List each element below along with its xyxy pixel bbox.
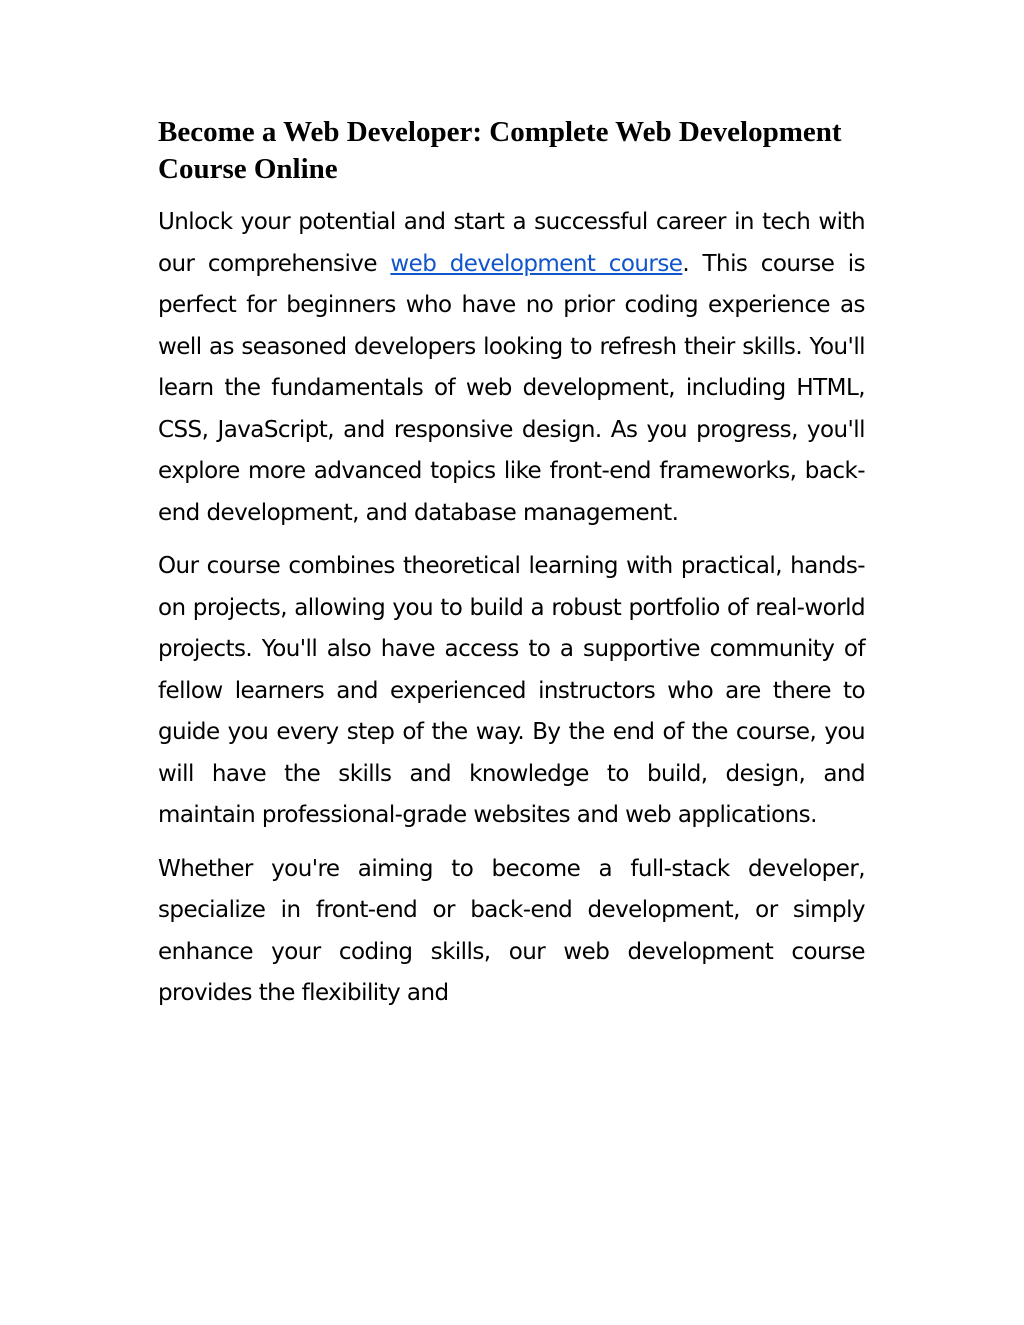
paragraph-course-combines: Our course combines theoretical learning with practical, hands-on projects, allowing you to build a robust portfolio of real-world projects. You'll also have access to a supportive community of fellow learners and experienced instructors who are there to guide you every step of the way. By the end of the course, you will have the skills and knowledge to build, design, and maintain professional-grade websites and web applications. [158,553,865,828]
document-title: Become a Web Developer: Complete Web Development Course Online [158,116,842,185]
paragraph-whether: Whether you're aiming to become a full-stack developer, specialize in front-end or back-end development, or simply enhance your coding skills, our web development course provides the flexibility and [158,855,865,1006]
paragraph-intro-text-before-link: Unlock your potential and start a successful career in tech with our comprehensive [158,209,865,277]
paragraph-intro [158,202,865,534]
document-content [158,114,865,1027]
paragraph-intro-text-after-link: . This course is perfect for beginners who have no prior coding experience as well as seasoned developers looking to refresh their skills. You'll learn the fundamentals of web development, including HTML, CSS, JavaScript, and responsive design. As you progress, you'll explore more advanced topics like front-end frameworks, back-end development, and database management. [158,250,866,526]
web-development-course-link[interactable]: web development course [390,250,683,277]
